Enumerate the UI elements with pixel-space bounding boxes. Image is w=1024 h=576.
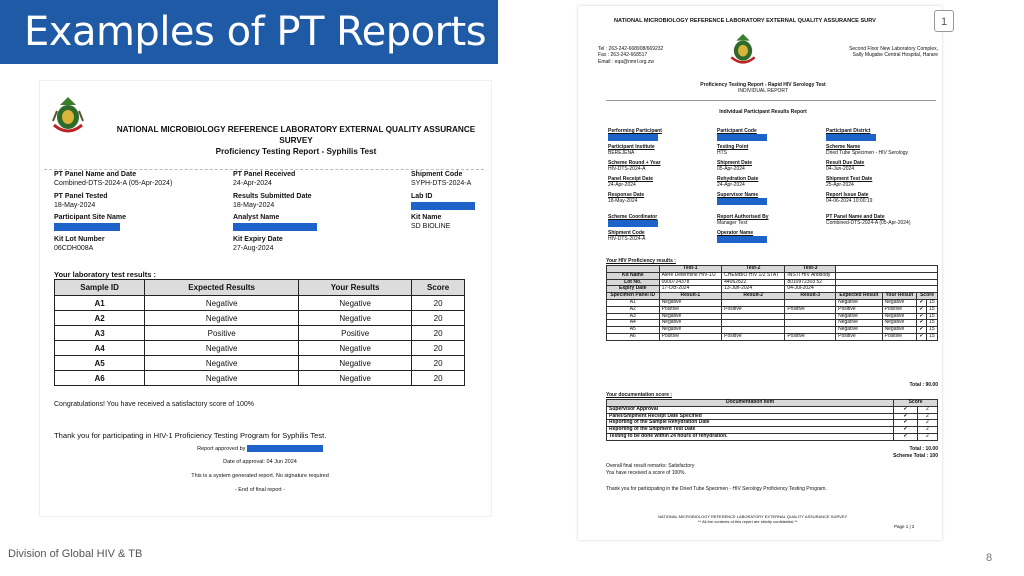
participant-field: Shipment Date 05-Apr-2024 — [717, 160, 753, 173]
participant-field: Scheme Coordinator — [608, 214, 658, 228]
remarks: Overall final result remarks: Satisfactory — [606, 463, 695, 469]
redaction — [717, 198, 767, 205]
field-lab-id: Lab ID — [411, 193, 475, 211]
participant-field: Shipment Test Date 25-Apr-2024 — [826, 176, 873, 189]
system-note: This is a system generated report. No signature required — [191, 473, 329, 479]
table-row: A3 Negative Negative Negative ✔ 15 — [607, 313, 938, 320]
score-message: You have received a score of 100%. — [606, 470, 686, 476]
results-heading: Your laboratory test results : — [54, 270, 156, 279]
table-row: A2 Positive Positive Positive Positive Positive ✔ 15 — [607, 306, 938, 313]
title-banner — [0, 0, 498, 64]
hiv-results-table: Test-1 Test-2 Test-3 Kit Name Alere Determine HIV-1/2 CHEMBIO HIV 1/2 STAT INSTI HIV Antibody Lot No. 0000724378 44062822 8010972303 52 Expiry Date 17-Oct-2024 13-Jun-2024 04-Jul-2024 Specimen Panel ID Result-1 Result-2 Result-3 Expected Result Your Result Score A1 Negative Negative Negative ✔ 15 A2 Positive Positive Positive Positive Positive ✔ 15 A3 Negative Negative Negative ✔ 15 A4 Negative Negative Negative ✔ 15 A5 Negative Negative Negative ✔ 15 A6 Positive Positive Positive Positive Positive ✔ 15 — [606, 265, 938, 341]
table-row: A4 Negative Negative Negative ✔ 15 — [607, 320, 938, 327]
right-report-header: NATIONAL MICROBIOLOGY REFERENCE LABORATORY EXTERNAL QUALITY ASSURANCE SURV — [614, 18, 876, 24]
redaction — [608, 134, 658, 141]
redaction — [826, 134, 876, 141]
doc-heading: Your documentation score : — [606, 392, 673, 398]
table-row: A4 Negative Negative 20 — [55, 341, 465, 356]
report-title: Proficiency Testing Report - Rapid HIV Serology Test INDIVIDUAL REPORT — [700, 82, 826, 95]
participant-field: Result Due Date 04-Jun-2024 — [826, 160, 865, 173]
table-row: Panel/Shipment Receipt Date Specified ✔ 2 — [607, 413, 938, 420]
documentation-table: Documentation Item Score Supervisor Approval ✔ 2 Panel/Shipment Receipt Date Specified ✔ 2 Reporting of the Sample Rehydration Date ✔ 2 Reporting of the Shipment Test Date ✔ 2 Testing to be done within 24 hours of rehydration. ✔ 2 — [606, 399, 938, 441]
table-row: A1 Negative Negative Negative ✔ 15 — [607, 299, 938, 306]
redaction — [717, 236, 767, 243]
scheme-total: Scheme Total : 100 — [893, 453, 938, 459]
field-results-submitted: Results Submitted Date 18-May-2024 — [233, 193, 312, 209]
table-row: Reporting of the Sample Rehydration Date ✔ 2 — [607, 420, 938, 427]
field-analyst-name: Analyst Name — [233, 214, 317, 232]
participant-field: Rehydration Date 24-Apr-2024 — [717, 176, 759, 189]
table-row: A2 Negative Negative 20 — [55, 311, 465, 326]
table-row: Reporting of the Shipment Test Date ✔ 2 — [607, 427, 938, 434]
participant-field: Report Authorised By Manager Test — [717, 214, 769, 227]
doc-total: Total : 10.00 — [909, 446, 938, 452]
field-kit-lot: Kit Lot Number 06CDH008A — [54, 236, 105, 252]
footer-line2: ** All the contents of this report are strictly confidential ** — [698, 519, 798, 524]
table-row: A5 Negative Negative 20 — [55, 356, 465, 371]
field-panel-tested: PT Panel Tested 18-May-2024 — [54, 193, 108, 209]
page-badge[interactable]: 1 — [934, 10, 954, 32]
participant-field: Report Issue Date 04-06-2024 10:00:19 — [826, 192, 873, 205]
participant-field: Scheme Name Dried Tube Specimen - HIV Serology — [826, 144, 908, 157]
redaction — [411, 202, 475, 210]
contact-info: Tel : 263-242-668908/669232 Fax : 263-242-668517 Email : eqa@nmrl.org.zw — [598, 46, 664, 65]
hiv-heading: Your HIV Proficiency results : — [606, 258, 676, 264]
participant-field: Shipment Code HIV-DTS-2024-A — [608, 230, 646, 243]
slide-title: Examples of PT Reports — [24, 9, 487, 55]
page-indicator: Page 1 | 2 — [894, 524, 915, 529]
redaction — [247, 445, 323, 452]
participant-field: Supervisor Name — [717, 192, 767, 206]
participant-field: Participant District — [826, 128, 876, 142]
participant-field: PT Panel Name and Date Combined-DTS-2024-A (05-Apr-2024) — [826, 214, 911, 227]
footer-line1: NATIONAL MICROBIOLOGY REFERENCE LABORATORY EXTERNAL QUALITY ASSURANCE SURVEY — [658, 514, 848, 519]
congrats-message: Congratulations! You have received a satisfactory score of 100% — [54, 401, 255, 408]
participant-field: Testing Point HTS — [717, 144, 749, 157]
slide-page-number: 8 — [986, 552, 993, 564]
hiv-serology-report — [578, 6, 942, 540]
table-row: A5 Negative Negative Negative ✔ 15 — [607, 327, 938, 334]
coat-of-arms-logo — [50, 95, 86, 135]
table-row: Supervisor Approval ✔ 2 — [607, 406, 938, 413]
field-panel-received: PT Panel Received 24-Apr-2024 — [233, 171, 296, 187]
redaction — [608, 220, 658, 227]
thanks-message: Thank you for participating in the Dried Tube Specimen - HIV Serology Proficiency Testing Program. — [606, 486, 827, 492]
redaction — [54, 223, 120, 231]
hiv-total: Total : 90.00 — [909, 382, 938, 388]
field-shipment-code: Shipment Code SYPH-DTS-2024-A — [411, 171, 472, 187]
participant-field: Panel Receipt Date 24-Apr-2024 — [608, 176, 654, 189]
approval-date: Date of approval: 04 Jun 2024 — [223, 459, 297, 465]
participant-field: Participant Code — [717, 128, 767, 142]
participant-field: Response Date 18-May-2024 — [608, 192, 645, 205]
approved-by: Report approved by — [180, 445, 340, 452]
end-note: - End of final report - — [234, 487, 286, 493]
field-kit-name: Kit Name SD BIOLINE — [411, 214, 451, 230]
participant-field: Performing Participant — [608, 128, 662, 142]
field-panel-name: PT Panel Name and Date Combined-DTS-2024-A (05-Apr-2024) — [54, 171, 173, 187]
table-row: A3 Positive Positive 20 — [55, 326, 465, 341]
participant-field: Scheme Round + Year HIV-DTS-2024-A — [608, 160, 661, 173]
thanks-message: Thank you for participating in HIV-1 Proficiency Testing Program for Syphilis Test. — [54, 431, 327, 440]
participant-field: Operator Name — [717, 230, 767, 244]
report-title: NATIONAL MICROBIOLOGY REFERENCE LABORATORY EXTERNAL QUALITY ASSURANCE SURVEY Proficiency Testing Report - Syphilis Test — [116, 125, 476, 156]
address: Second Floor New Laboratory Complex, Sally Mugabe Central Hospital, Harare — [849, 46, 938, 59]
table-row: A1 Negative Negative 20 — [55, 296, 465, 311]
syphilis-report — [40, 81, 491, 516]
section-title: Individual Participant Results Report — [719, 109, 807, 115]
field-kit-expiry: Kit Expiry Date 27-Aug-2024 — [233, 236, 283, 252]
results-table: Sample ID Expected Results Your Results Score A1 Negative Negative 20 A2 Negative Negative 20 A3 Positive Positive 20 A4 Negative Negative 20 A5 Negative Negative 20 A6 Negative Negative 20 — [54, 279, 465, 386]
table-row: A6 Positive Positive Positive Positive Positive ✔ 15 — [607, 333, 938, 340]
participant-field: Participant Institute BEREJENA — [608, 144, 655, 157]
redaction — [233, 223, 317, 231]
table-row: Testing to be done within 24 hours of rehydration. ✔ 2 — [607, 433, 938, 440]
coat-of-arms-logo — [728, 32, 758, 66]
table-row: A6 Negative Negative 20 — [55, 371, 465, 386]
redaction — [717, 134, 767, 141]
footer-division: Division of Global HIV & TB — [8, 548, 143, 560]
field-site-name: Participant Site Name — [54, 214, 126, 232]
